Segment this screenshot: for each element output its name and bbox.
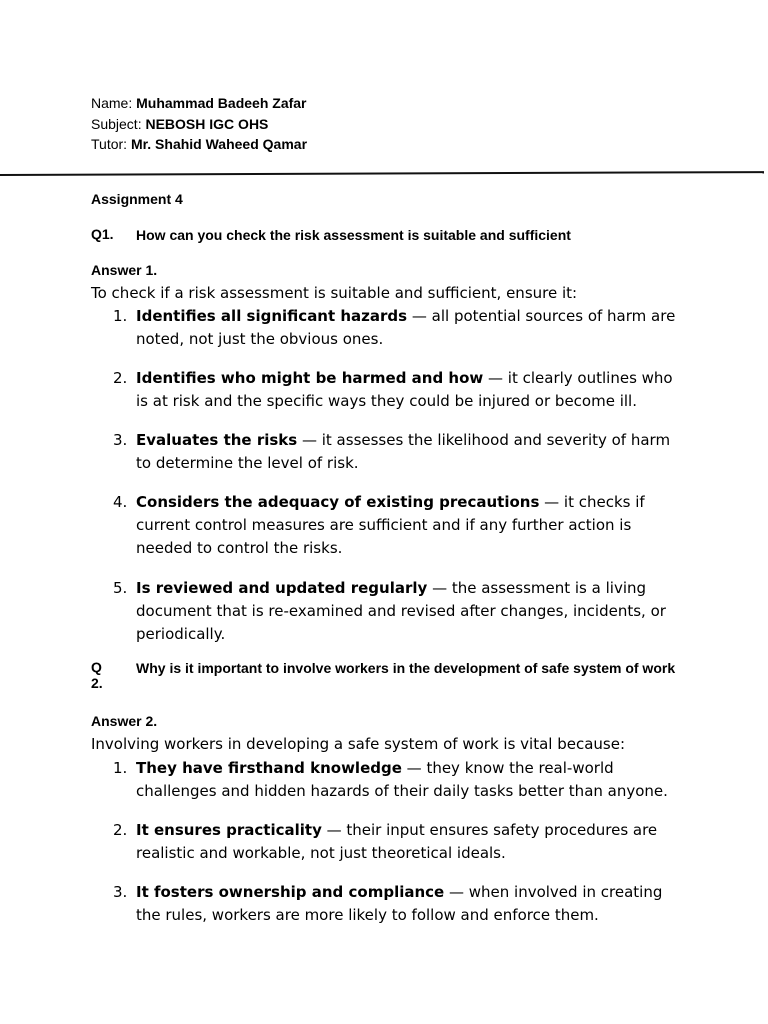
- list-item-bold: Identifies all significant hazards: [136, 307, 408, 325]
- answer-1-heading: Answer 1.: [91, 262, 158, 278]
- list-item-bold: It fosters ownership and compliance: [136, 883, 445, 901]
- tutor-label: Tutor:: [91, 136, 128, 152]
- list-item-number: 3.: [113, 431, 128, 449]
- answer-2-heading: Answer 2.: [91, 713, 158, 729]
- question-2-number: Q 2.: [91, 659, 103, 691]
- name-line: [91, 93, 307, 114]
- list-item-bold: Considers the adequacy of existing precautions: [136, 493, 540, 511]
- tutor-line: [91, 134, 307, 155]
- list-item-number: 1.: [113, 307, 128, 325]
- answer-2-intro: Involving workers in developing a safe system of work is vital because:: [91, 735, 625, 753]
- list-item-text: — they know the real-world challenges and hidden hazards of their daily tasks better than anyone.: [136, 759, 668, 801]
- list-item-text: — it checks if current control measures are sufficient and if any further action is needed to control the risks.: [136, 493, 645, 558]
- student-info: [91, 93, 307, 155]
- list-item-bold: It ensures practicality: [136, 821, 322, 839]
- list-item-bold: Identifies who might be harmed and how: [136, 369, 484, 387]
- list-item-number: 3.: [113, 883, 128, 901]
- list-item-number: 1.: [113, 759, 128, 777]
- list-item-number: 2.: [113, 821, 128, 839]
- name-label: Name:: [91, 95, 133, 111]
- list-item-bold: Is reviewed and updated regularly: [136, 579, 428, 597]
- question-1-text: How can you check the risk assessment is suitable and sufficient: [136, 227, 571, 243]
- list-item-text: — the assessment is a living document that is re-examined and revised after changes, incidents, or periodically.: [136, 579, 666, 644]
- tutor-value: Mr. Shahid Waheed Qamar: [130, 136, 308, 152]
- name-value: Muhammad Badeeh Zafar: [136, 95, 307, 111]
- assignment-title: Assignment 4: [91, 191, 183, 207]
- question-2-text: Why is it important to involve workers in the development of safe system of work: [136, 660, 676, 676]
- list-item-text: — it clearly outlines who is at risk and the specific ways they could be injured or become ill.: [136, 369, 673, 411]
- question-1-number: Q1.: [91, 226, 114, 242]
- list-item-number: 2.: [113, 369, 128, 387]
- list-item-text: — their input ensures safety procedures are realistic and workable, not just theoretical ideals.: [136, 821, 658, 863]
- subject-line: [91, 114, 307, 135]
- list-item-text: — when involved in creating the rules, workers are more likely to follow and enforce them.: [136, 883, 663, 925]
- list-item-bold: Evaluates the risks: [136, 431, 298, 449]
- list-item-text: — all potential sources of harm are noted, not just the obvious ones.: [136, 307, 676, 349]
- list-item-number: 4.: [113, 493, 128, 511]
- subject-value: NEBOSH IGC OHS: [145, 115, 269, 132]
- list-item-number: 5.: [113, 579, 128, 597]
- answer-1-intro: To check if a risk assessment is suitable and sufficient, ensure it:: [91, 284, 578, 302]
- header-divider: [0, 171, 764, 175]
- subject-label: Subject:: [91, 115, 142, 132]
- list-item-text: — it assesses the likelihood and severity of harm to determine the level of risk.: [136, 431, 671, 473]
- list-item-bold: They have firsthand knowledge: [136, 759, 402, 777]
